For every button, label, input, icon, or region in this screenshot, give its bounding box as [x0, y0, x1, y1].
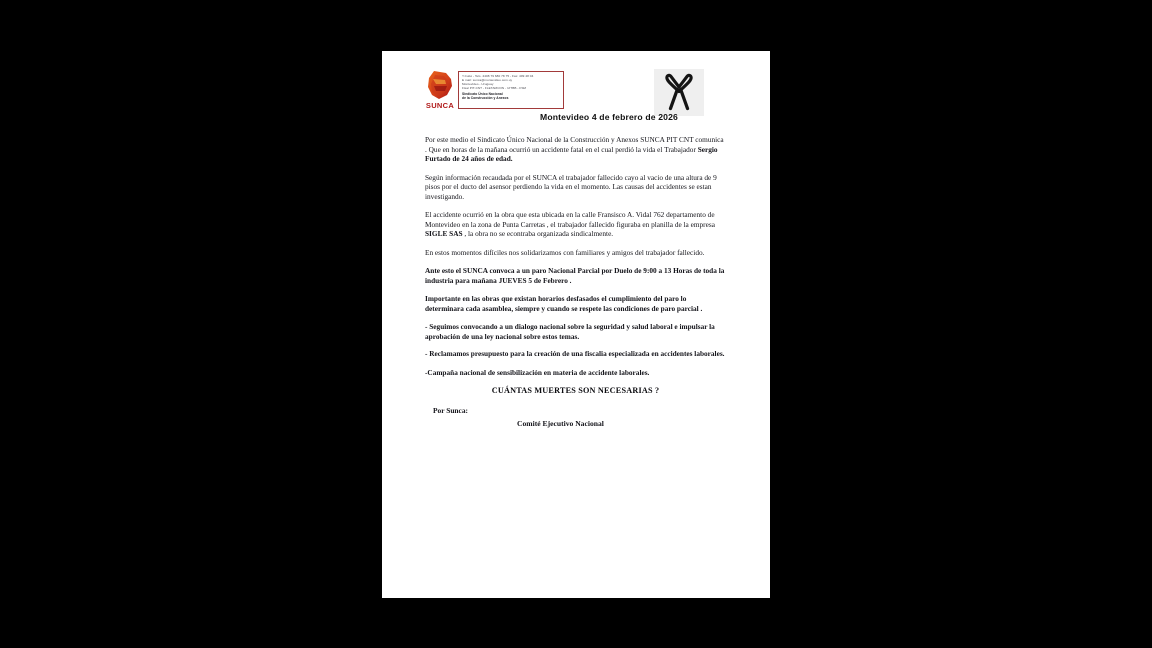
paragraph-strike-conditions: Importante en las obras que existan horarios desfasados el cumplimiento del paro lo determinara cada asamblea, siempre y cuando se respete las condiciones de paro parcial . [425, 294, 703, 313]
closing-headline: CUÁNTAS MUERTES SON NECESARIAS ? [491, 386, 660, 395]
signature-committee: Comité Ejecutivo Nacional [517, 419, 604, 428]
letterhead-line-email: E mail: sunca@montevideo.com.uy [462, 78, 513, 83]
signature-by: Por Sunca: [433, 406, 468, 415]
sunca-logo [420, 70, 460, 112]
mourning-ribbon-panel [654, 69, 704, 116]
dateline: Montevideo 4 de febrero de 2026 [540, 112, 678, 122]
letterhead-contact-box [458, 71, 564, 109]
sunca-uruguay-map-logo-icon [424, 70, 456, 100]
paragraph-location-text-end: , la obra no se econtraba organizada sindicalmente. [462, 229, 614, 238]
victim-name: Sergio Furtado de 24 años de edad. [425, 144, 718, 163]
letterhead-line-affiliations: Fisal PIT-CNT - FLETAMCON - UITBB - FSM [462, 86, 527, 91]
demand-item-prosecutor: - Reclamamos presupuesto para la creación de una fiscalia especializada en accidentes laborales. [425, 349, 725, 358]
paragraph-location-text: El accidente ocurrió en la obra que esta ubicada en la calle Fransisco A. Vidal 762 departamento de Montevideo en la zona de Punta Carretas , el trabajador fallecido figuraba en planilla de la empresa [425, 210, 715, 229]
paragraph-announcement [425, 135, 726, 164]
paragraph-location [425, 210, 726, 239]
company-name: SIGLE SAS [425, 229, 463, 238]
demand-item-dialogue: - Seguimos convocando a un dialogo nacional sobre la seguridad y salud laboral e impulsar la aprobación de una ley nacional sobre estos temas. [425, 322, 715, 341]
letterhead-header [382, 51, 770, 133]
letterhead-org-name-line2: de la Construcción y Anexos [462, 96, 509, 101]
letter-body [425, 135, 726, 429]
letterhead-org-name-line1: Sindicato Único Nacional [462, 91, 503, 96]
black-mourning-ribbon-icon [659, 72, 699, 112]
letterhead-line-city: Montevideo - Uruguay [462, 82, 494, 87]
sunca-wordmark: SUNCA [425, 101, 455, 110]
paragraph-circumstances: Según información recaudada por el SUNCA el trabajador fallecido cayo al vacio de una altura de 9 pisos por el ducto del asensor perdiendo la vida en el momento. Las causas del accidentes se estan investigando. [425, 172, 717, 201]
paragraph-announcement-text: Por este medio el Sindicato Único Nacional de la Construcción y Anexos SUNCA PIT CNT comunica . Que en horas de la mañana ocurrió un accidente fatal en el cual perdió la vida el Trabajador [425, 135, 724, 154]
paragraph-condolences: En estos momentos difíciles nos solidarizamos con familiares y amigos del trabajador fallecido. [425, 247, 705, 257]
paragraph-strike-call: Ante esto el SUNCA convoca a un paro Nacional Parcial por Duelo de 9:00 a 13 Horas de toda la industria para mañana JUEVES 5 de Febrero . [425, 266, 725, 285]
demand-item-campaign: -Campaña nacional de sensibilización en materia de accidente laborales. [425, 367, 650, 377]
document-page [382, 51, 770, 598]
letterhead-line-phone: Y.Cuité - Tels. 2408 79 680 78 75 - Fax: 409 48 04 [462, 74, 534, 78]
